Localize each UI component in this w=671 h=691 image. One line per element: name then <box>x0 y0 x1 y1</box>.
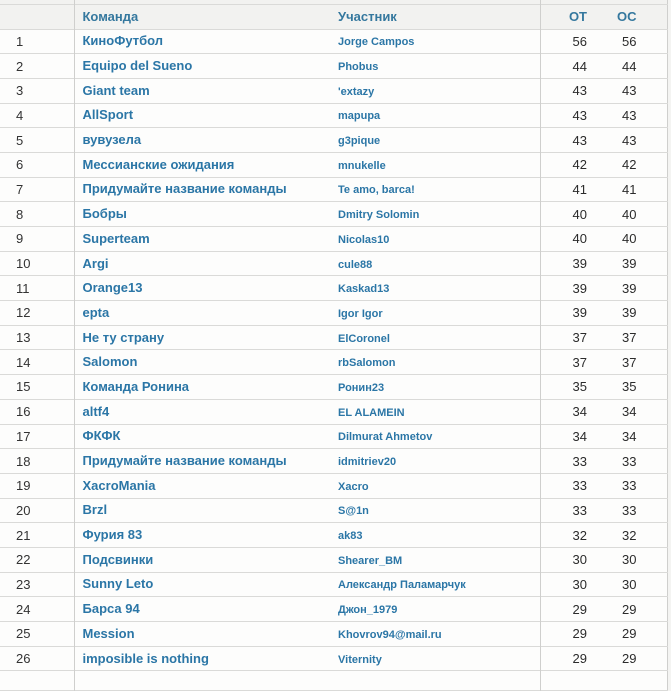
team-link[interactable]: altf4 <box>82 403 110 419</box>
oc-points-cell: 33 <box>622 453 637 469</box>
team-link[interactable]: epta <box>82 304 110 320</box>
participant-cell <box>330 498 540 523</box>
participant-cell <box>330 251 540 276</box>
oc-points-cell: 35 <box>622 379 637 395</box>
team-link[interactable]: КиноФутбол <box>82 33 163 49</box>
ot-points-cell: 33 <box>572 502 587 518</box>
team-cell <box>74 103 330 128</box>
oc-points-cell: 34 <box>622 404 637 420</box>
rank-cell: 22 <box>0 547 74 572</box>
participant-cell <box>330 597 540 622</box>
oc-points-cell: 33 <box>622 502 637 518</box>
participant-cell <box>330 572 540 597</box>
ot-points-cell: 39 <box>572 256 587 272</box>
team-link[interactable]: Salomon <box>82 354 138 370</box>
rank-cell: 24 <box>0 597 74 622</box>
table-row <box>0 177 667 202</box>
participant-cell <box>330 128 540 153</box>
team-cell <box>74 152 330 177</box>
table-row <box>0 572 667 597</box>
team-link[interactable]: Придумайте название команды <box>82 181 287 197</box>
participant-link[interactable]: Nicolas10 <box>338 233 390 246</box>
oc-points-cell: 29 <box>622 651 637 667</box>
table-row <box>0 29 667 54</box>
participant-link[interactable]: Джон_1979 <box>338 604 398 617</box>
participant-cell <box>330 646 540 671</box>
team-link[interactable]: Мессианские ожидания <box>82 156 235 172</box>
team-cell <box>74 498 330 523</box>
participant-cell <box>330 202 540 227</box>
team-cell <box>74 424 330 449</box>
rank-cell: 15 <box>0 375 74 400</box>
rank-cell: 23 <box>0 572 74 597</box>
participant-link[interactable]: Viternity <box>338 653 382 666</box>
team-link[interactable]: Барса 94 <box>82 601 140 617</box>
oc-points-cell: 33 <box>622 478 637 494</box>
participant-cell <box>330 152 540 177</box>
table-row <box>0 498 667 523</box>
rank-cell: 19 <box>0 473 74 498</box>
participant-link[interactable]: Igor Igor <box>338 307 383 320</box>
ot-points-cell: 29 <box>572 651 587 667</box>
oc-points-cell: 42 <box>622 157 637 173</box>
team-cell <box>74 622 330 647</box>
participant-link[interactable]: idmitriev20 <box>338 456 397 469</box>
ot-points-cell: 40 <box>572 231 587 247</box>
participant-link[interactable]: Te amo, barca! <box>338 184 415 197</box>
oc-points-cell: 34 <box>622 428 637 444</box>
table-row <box>0 301 667 326</box>
team-link[interactable]: XacroMania <box>82 477 156 493</box>
table-row <box>0 325 667 350</box>
rank-cell: 17 <box>0 424 74 449</box>
team-link[interactable]: Equipo del Sueno <box>82 58 193 74</box>
ot-points-cell: 35 <box>572 379 587 395</box>
oc-points-cell: 39 <box>622 280 637 296</box>
participant-link[interactable]: Shearer_BM <box>338 554 403 567</box>
participant-cell <box>330 547 540 572</box>
team-cell <box>74 251 330 276</box>
table-row <box>0 473 667 498</box>
oc-points-cell: 40 <box>622 231 637 247</box>
participant-link[interactable]: ElCoronel <box>338 332 390 345</box>
team-link[interactable]: Придумайте название команды <box>82 453 287 469</box>
team-cell <box>74 375 330 400</box>
table-row <box>0 54 667 79</box>
table-row <box>0 547 667 572</box>
rank-cell: 4 <box>0 103 74 128</box>
team-link[interactable]: Не ту страну <box>82 329 165 345</box>
ot-points-cell: 37 <box>572 330 587 346</box>
rank-cell: 2 <box>0 54 74 79</box>
rank-cell: 3 <box>0 78 74 103</box>
participant-cell <box>330 325 540 350</box>
rank-cell: 21 <box>0 523 74 548</box>
ot-points-cell: 29 <box>572 601 587 617</box>
oc-points-cell: 43 <box>622 83 637 99</box>
rank-cell: 25 <box>0 622 74 647</box>
team-cell <box>74 572 330 597</box>
team-cell <box>74 202 330 227</box>
ot-points-cell: 29 <box>572 626 587 642</box>
ot-points-cell: 43 <box>572 132 587 148</box>
table-row <box>0 350 667 375</box>
ot-points-cell: 30 <box>572 576 587 592</box>
team-cell <box>74 350 330 375</box>
participant-link[interactable]: Xacro <box>338 480 369 493</box>
table-row <box>0 622 667 647</box>
team-link[interactable]: Brzl <box>82 502 108 518</box>
rank-cell: 9 <box>0 227 74 252</box>
team-link[interactable]: ФКФК <box>82 428 121 444</box>
team-link[interactable]: imposible is nothing <box>82 650 209 666</box>
oc-points-cell: 40 <box>622 206 637 222</box>
ot-points-cell: 41 <box>572 181 587 197</box>
rank-cell: 20 <box>0 498 74 523</box>
participant-cell <box>330 54 540 79</box>
oc-points-cell: 37 <box>622 330 637 346</box>
rank-cell: 6 <box>0 152 74 177</box>
participant-link[interactable]: Phobus <box>338 61 379 74</box>
oc-points-cell: 29 <box>622 626 637 642</box>
partial-cell <box>0 671 74 691</box>
ot-points-cell: 39 <box>572 305 587 321</box>
rank-cell: 8 <box>0 202 74 227</box>
table-row <box>0 375 667 400</box>
participant-link[interactable]: Jorge Campos <box>338 36 415 49</box>
table-row <box>0 152 667 177</box>
participant-link[interactable]: ak83 <box>338 530 363 543</box>
participant-link[interactable]: Александр Паламарчук <box>338 579 466 592</box>
team-cell <box>74 523 330 548</box>
table-row <box>0 597 667 622</box>
ot-points-cell: 44 <box>572 58 587 74</box>
table-row <box>0 276 667 301</box>
team-link[interactable]: Подсвинки <box>82 551 154 567</box>
team-cell <box>74 29 330 54</box>
ot-points-cell: 37 <box>572 354 587 370</box>
team-link[interactable]: Фурия 83 <box>82 527 143 543</box>
participant-cell <box>330 622 540 647</box>
table-row <box>0 227 667 252</box>
rank-cell: 26 <box>0 646 74 671</box>
table-row <box>0 128 667 153</box>
participant-cell <box>330 276 540 301</box>
ot-points-cell: 43 <box>572 107 587 123</box>
participant-cell <box>330 473 540 498</box>
participant-cell <box>330 78 540 103</box>
team-cell <box>74 276 330 301</box>
team-cell <box>74 547 330 572</box>
table-row <box>0 103 667 128</box>
ot-points-cell: 42 <box>572 157 587 173</box>
oc-column-header: ОС <box>617 9 637 24</box>
team-cell <box>74 177 330 202</box>
table-row <box>0 424 667 449</box>
participant-cell <box>330 29 540 54</box>
ot-points-cell: 43 <box>572 83 587 99</box>
team-link[interactable]: Superteam <box>82 230 150 246</box>
participant-cell <box>330 399 540 424</box>
standings-footer <box>0 671 667 691</box>
oc-points-cell: 41 <box>622 181 637 197</box>
oc-points-cell: 29 <box>622 601 637 617</box>
participant-cell <box>330 227 540 252</box>
rank-cell: 13 <box>0 325 74 350</box>
participant-link[interactable]: Ронин23 <box>338 381 385 394</box>
standings-body <box>0 29 667 671</box>
rank-column-header <box>0 4 74 29</box>
team-link[interactable]: Бобры <box>82 206 127 222</box>
team-column-header: Команда <box>82 9 139 24</box>
rank-cell: 5 <box>0 128 74 153</box>
oc-points-cell: 37 <box>622 354 637 370</box>
partial-cell <box>617 671 667 691</box>
team-cell <box>74 54 330 79</box>
partial-cell <box>330 671 540 691</box>
oc-points-cell: 43 <box>622 107 637 123</box>
participant-link[interactable]: Khovrov94@mail.ru <box>338 628 442 641</box>
ot-points-cell: 40 <box>572 206 587 222</box>
participant-link[interactable]: g3pique <box>338 135 381 148</box>
rank-cell: 16 <box>0 399 74 424</box>
participant-cell <box>330 350 540 375</box>
partial-cell <box>74 671 330 691</box>
team-cell <box>74 325 330 350</box>
participant-link[interactable]: mapupa <box>338 110 381 123</box>
table-row <box>0 251 667 276</box>
team-cell <box>74 399 330 424</box>
team-cell <box>74 78 330 103</box>
team-cell <box>74 301 330 326</box>
team-link[interactable]: Giant team <box>82 82 150 98</box>
team-cell <box>74 646 330 671</box>
participant-link[interactable]: Dmitry Solomin <box>338 209 420 222</box>
participant-cell <box>330 301 540 326</box>
rank-cell: 10 <box>0 251 74 276</box>
standings-header <box>0 0 667 29</box>
table-row <box>0 202 667 227</box>
team-link[interactable]: вувузела <box>82 132 142 148</box>
ot-points-cell: 34 <box>572 428 587 444</box>
participant-column-header: Участник <box>330 4 540 29</box>
team-cell <box>74 597 330 622</box>
team-link[interactable]: Mession <box>82 625 135 641</box>
oc-points-cell: 30 <box>622 552 637 568</box>
table-row <box>0 78 667 103</box>
team-link[interactable]: AllSport <box>82 107 134 123</box>
ot-points-cell: 56 <box>572 33 587 49</box>
rank-cell: 1 <box>0 29 74 54</box>
ot-points-cell: 33 <box>572 453 587 469</box>
table-row <box>0 449 667 474</box>
rank-cell: 12 <box>0 301 74 326</box>
team-cell <box>74 449 330 474</box>
ot-points-cell: 32 <box>572 527 587 543</box>
oc-points-cell: 43 <box>622 132 637 148</box>
participant-link[interactable]: S@1n <box>338 505 369 518</box>
participant-link[interactable]: Kaskad13 <box>338 283 390 296</box>
partial-cell <box>540 671 617 691</box>
participant-cell <box>330 424 540 449</box>
rank-cell: 18 <box>0 449 74 474</box>
oc-points-cell: 56 <box>622 33 637 49</box>
table-row <box>0 399 667 424</box>
header-row <box>0 4 667 29</box>
table-row <box>0 523 667 548</box>
team-cell <box>74 128 330 153</box>
ot-column-header: ОТ <box>568 9 587 24</box>
ot-points-cell: 34 <box>572 404 587 420</box>
participant-link[interactable]: Dilmurat Ahmetov <box>338 431 433 444</box>
rank-cell: 11 <box>0 276 74 301</box>
oc-points-cell: 30 <box>622 576 637 592</box>
oc-points-cell: 39 <box>622 305 637 321</box>
team-cell <box>74 227 330 252</box>
rank-cell: 14 <box>0 350 74 375</box>
table-row <box>0 646 667 671</box>
bottom-partial-row <box>0 671 667 691</box>
participant-link[interactable]: cule88 <box>338 258 373 271</box>
team-link[interactable]: Argi <box>82 255 109 271</box>
ot-points-cell: 30 <box>572 552 587 568</box>
participant-cell <box>330 375 540 400</box>
participant-cell <box>330 177 540 202</box>
rank-cell: 7 <box>0 177 74 202</box>
oc-points-cell: 39 <box>622 256 637 272</box>
ot-points-cell: 33 <box>572 478 587 494</box>
participant-cell <box>330 523 540 548</box>
team-link[interactable]: Orange13 <box>82 280 143 296</box>
team-link[interactable]: Команда Ронина <box>82 378 190 394</box>
team-cell <box>74 473 330 498</box>
oc-points-cell: 44 <box>622 58 637 74</box>
participant-cell <box>330 103 540 128</box>
participant-link[interactable]: rbSalomon <box>338 357 396 370</box>
team-link[interactable]: Sunny Leto <box>82 576 154 592</box>
participant-link[interactable]: EL ALAMEIN <box>338 406 405 419</box>
participant-cell <box>330 449 540 474</box>
oc-points-cell: 32 <box>622 527 637 543</box>
participant-link[interactable]: 'extazy <box>338 85 375 98</box>
participant-link[interactable]: mnukelle <box>338 159 386 172</box>
ot-points-cell: 39 <box>572 280 587 296</box>
